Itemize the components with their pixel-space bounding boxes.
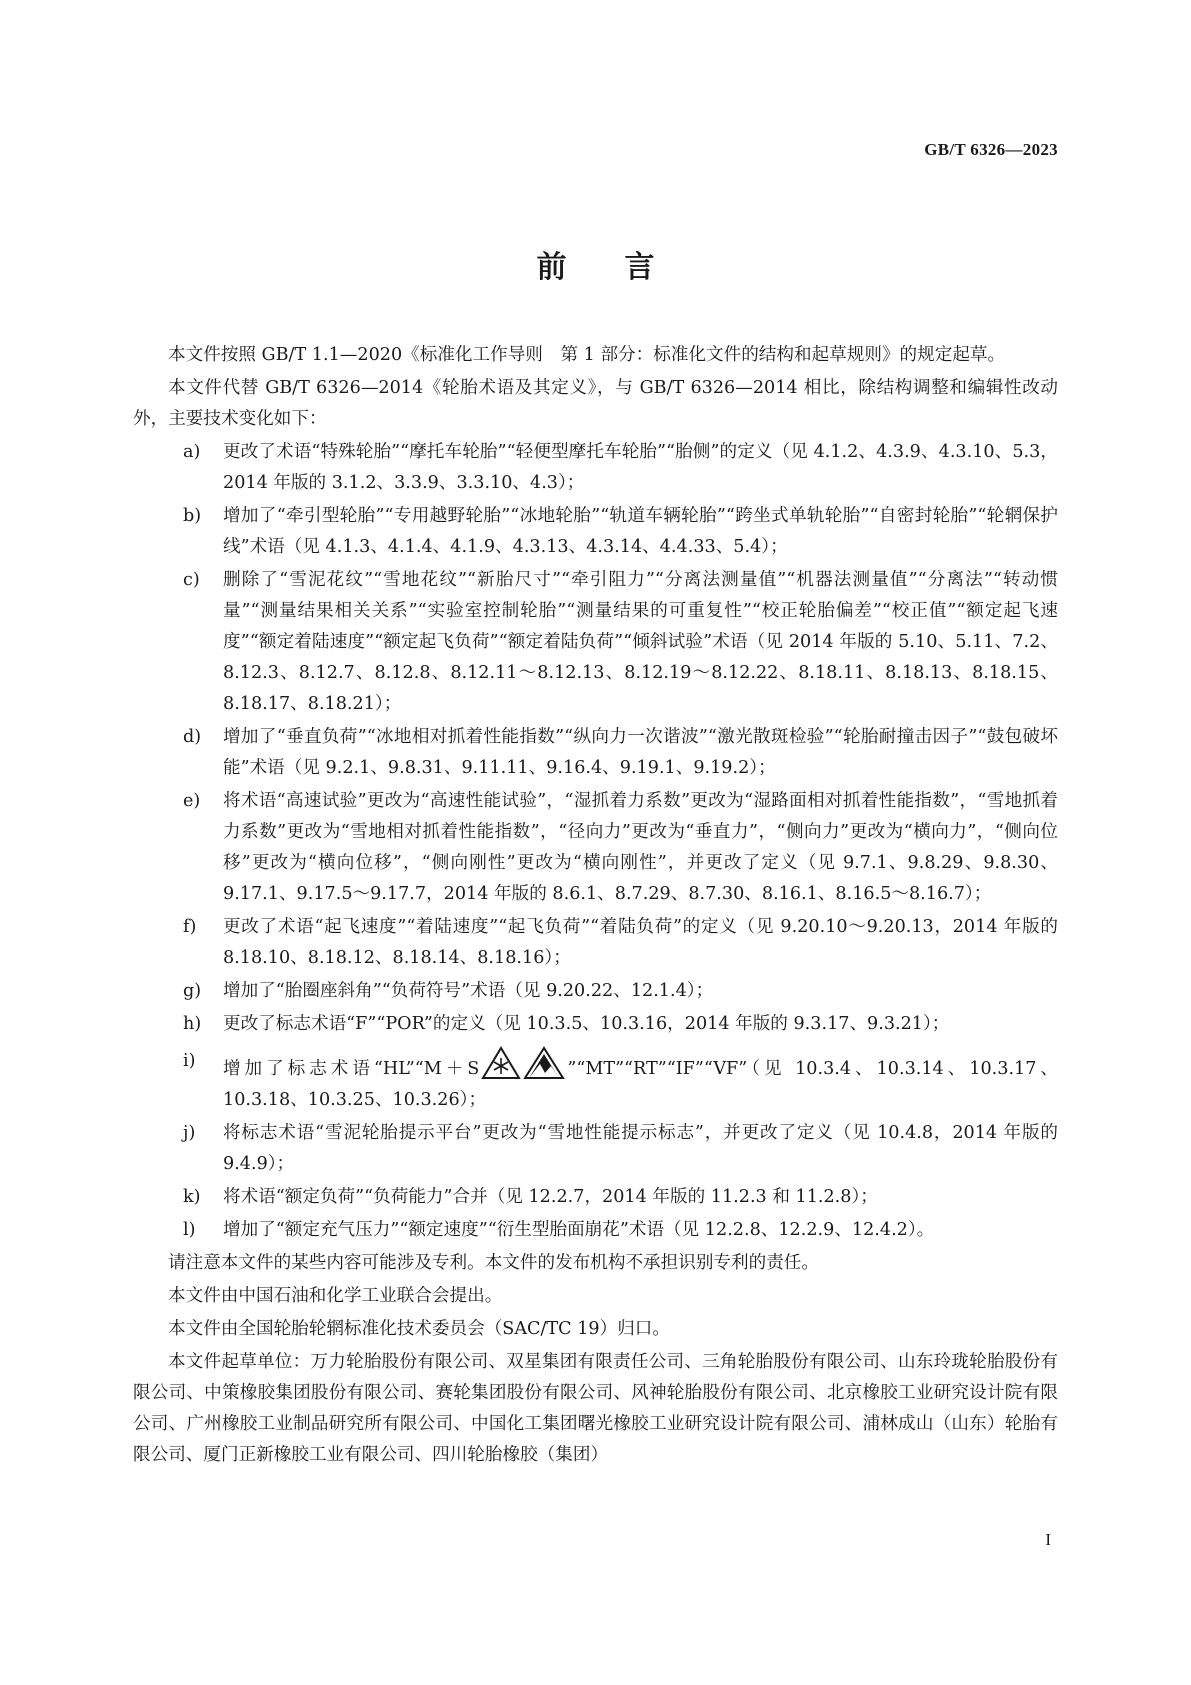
change-item-l bbox=[133, 1215, 1058, 1246]
committee-note: 本文件由全国轮胎轮辋标准化技术委员会（SAC/TC 19）归口。 bbox=[168, 1319, 670, 1339]
item-text: 更改了术语“特殊轮胎”“摩托车轮胎”“轻便型摩托车轮胎”“胎侧”的定义（见 4.1.2、4.3.9、4.3.10、5.3，2014 年版的 3.1.2、3.3.9、3.3.10、4.3）； bbox=[223, 442, 1058, 493]
change-item-j bbox=[133, 1118, 1058, 1180]
preface-body bbox=[133, 340, 1058, 1473]
item-label: h) bbox=[183, 1014, 202, 1034]
item-label: e) bbox=[183, 791, 201, 811]
item-text: 更改了标志术语“F”“POR”的定义（见 10.3.5、10.3.16，2014 年版的 9.3.17、9.3.21）； bbox=[223, 1014, 950, 1034]
item-label: a) bbox=[183, 442, 201, 462]
item-label: l) bbox=[183, 1220, 196, 1240]
item-text: 将标志术语“雪泥轮胎提示平台”更改为“雪地性能提示标志”，并更改了定义（见 10.4.8，2014 年版的 9.4.9）； bbox=[223, 1123, 1058, 1174]
mountain-icon bbox=[523, 1046, 565, 1080]
item-label: c) bbox=[183, 570, 200, 590]
item-text: 增加了“垂直负荷”“冰地相对抓着性能指数”“纵向力一次谐波”“激光散斑检验”“轮胎耐撞击因子”“鼓包破坏能”术语（见 9.2.1、9.8.31、9.11.11、9.16.4、9.19.1、9.19.2）； bbox=[223, 727, 1058, 778]
change-item-a bbox=[133, 437, 1058, 499]
item-label: d) bbox=[183, 727, 202, 747]
page-title: 前言 bbox=[536, 250, 713, 285]
change-item-h bbox=[133, 1009, 1058, 1040]
item-label: i) bbox=[183, 1051, 196, 1071]
item-text: 将术语“额定负荷”“负荷能力”合并（见 12.2.7，2014 年版的 11.2.3 和 11.2.8）； bbox=[223, 1187, 878, 1207]
change-item-d bbox=[133, 722, 1058, 784]
item-text: 增加了“胎圈座斜角”“负荷符号”术语（见 9.20.22、12.1.4）； bbox=[223, 981, 714, 1001]
change-item-e bbox=[133, 786, 1058, 910]
item-text: 将术语“高速试验”更改为“高速性能试验”，“湿抓着力系数”更改为“湿路面相对抓着性能指数”，“雪地抓着力系数”更改为“雪地相对抓着性能指数”，“径向力”更改为“垂直力”，“侧向力”更改为“横向力”，“侧向位移”更改为“横向位移”，“侧向刚性”更改为“横向刚性”，并更改了定义（见 9.7.1、9.8.29、9.8.30、9.17.1、9.17.5～9.17.7，2014 年版的 8.6.1、8.7.29、8.7.30、8.16.1、8.16.5～8.16.7）； bbox=[223, 791, 1058, 904]
item-text-after: ”“MT”“RT”“IF”“VF”（见 10.3.4、10.3.14、10.3.17、10.3.18、10.3.25、10.3.26）； bbox=[223, 1059, 1058, 1110]
3pmsf-marking bbox=[481, 1046, 565, 1080]
patent-note: 请注意本文件的某些内容可能涉及专利。本文件的发布机构不承担识别专利的责任。 bbox=[168, 1253, 819, 1273]
item-text: 增加了“额定充气压力”“额定速度”“衍生型胎面崩花”术语（见 12.2.8、12.2.9、12.4.2）。 bbox=[223, 1220, 935, 1240]
standard-code: GB/T 6326—2023 bbox=[924, 140, 1058, 159]
item-label: k) bbox=[183, 1187, 201, 1207]
item-text-before: 增加了标志术语“HL”“M＋S bbox=[223, 1059, 480, 1079]
item-label: g) bbox=[183, 981, 202, 1001]
item-label: j) bbox=[183, 1123, 196, 1143]
change-item-b bbox=[133, 501, 1058, 563]
item-text: 增加了“牵引型轮胎”“专用越野轮胎”“冰地轮胎”“轨道车辆轮胎”“跨坐式单轨轮胎”“自密封轮胎”“轮辋保护线”术语（见 4.1.3、4.1.4、4.1.9、4.3.13、4.3.14、4.4.33、5.4）； bbox=[223, 506, 1058, 557]
change-item-g bbox=[133, 976, 1058, 1007]
drafting-units-note: 本文件起草单位：万力轮胎股份有限公司、双星集团有限责任公司、三角轮胎股份有限公司、山东玲珑轮胎股份有限公司、中策橡胶集团股份有限公司、赛轮集团股份有限公司、风神轮胎股份有限公司、北京橡胶工业研究设计院有限公司、广州橡胶工业制品研究所有限公司、中国化工集团曙光橡胶工业研究设计院有限公司、浦林成山（山东）轮胎有限公司、厦门正新橡胶工业有限公司、四川轮胎橡胶（集团） bbox=[133, 1352, 1058, 1465]
proposer-note: 本文件由中国石油和化学工业联合会提出。 bbox=[168, 1286, 503, 1306]
drafting-rule-paragraph: 本文件按照 GB/T 1.1—2020《标准化工作导则 第 1 部分：标准化文件的结构和起草规则》的规定起草。 bbox=[168, 345, 1006, 365]
change-item-f bbox=[133, 912, 1058, 974]
item-label: f) bbox=[183, 917, 197, 937]
change-item-c bbox=[133, 565, 1058, 720]
item-text: 删除了“雪泥花纹”“雪地花纹”“新胎尺寸”“牵引阻力”“分离法测量值”“机器法测量值”“分离法”“转动惯量”“测量结果相关关系”“实验室控制轮胎”“测量结果的可重复性”“校正轮胎偏差”“校正值”“额定起飞速度”“额定着陆速度”“额定起飞负荷”“额定着陆负荷”“倾斜试验”术语（见 2014 年版的 5.10、5.11、7.2、8.12.3、8.12.7、8.12.8、8.12.11～8.12.13、8.12.19～8.12.22、8.18.11、8.18.13、8.18.15、8.18.17、8.18.21）； bbox=[223, 570, 1058, 714]
page-number: I bbox=[1045, 1530, 1051, 1549]
snowflake-icon bbox=[494, 1058, 508, 1074]
item-label: b) bbox=[183, 506, 202, 526]
change-item-i bbox=[133, 1046, 1058, 1116]
replacement-paragraph: 本文件代替 GB/T 6326—2014《轮胎术语及其定义》，与 GB/T 6326—2014 相比，除结构调整和编辑性改动外，主要技术变化如下： bbox=[133, 378, 1058, 429]
item-text: 更改了术语“起飞速度”“着陆速度”“起飞负荷”“着陆负荷”的定义（见 9.20.10～9.20.13，2014 年版的 8.18.10、8.18.12、8.18.14、8.18.16）； bbox=[223, 917, 1058, 968]
3pmsf-snow-icon bbox=[481, 1046, 521, 1080]
change-list bbox=[133, 437, 1058, 1246]
change-item-k bbox=[133, 1182, 1058, 1213]
